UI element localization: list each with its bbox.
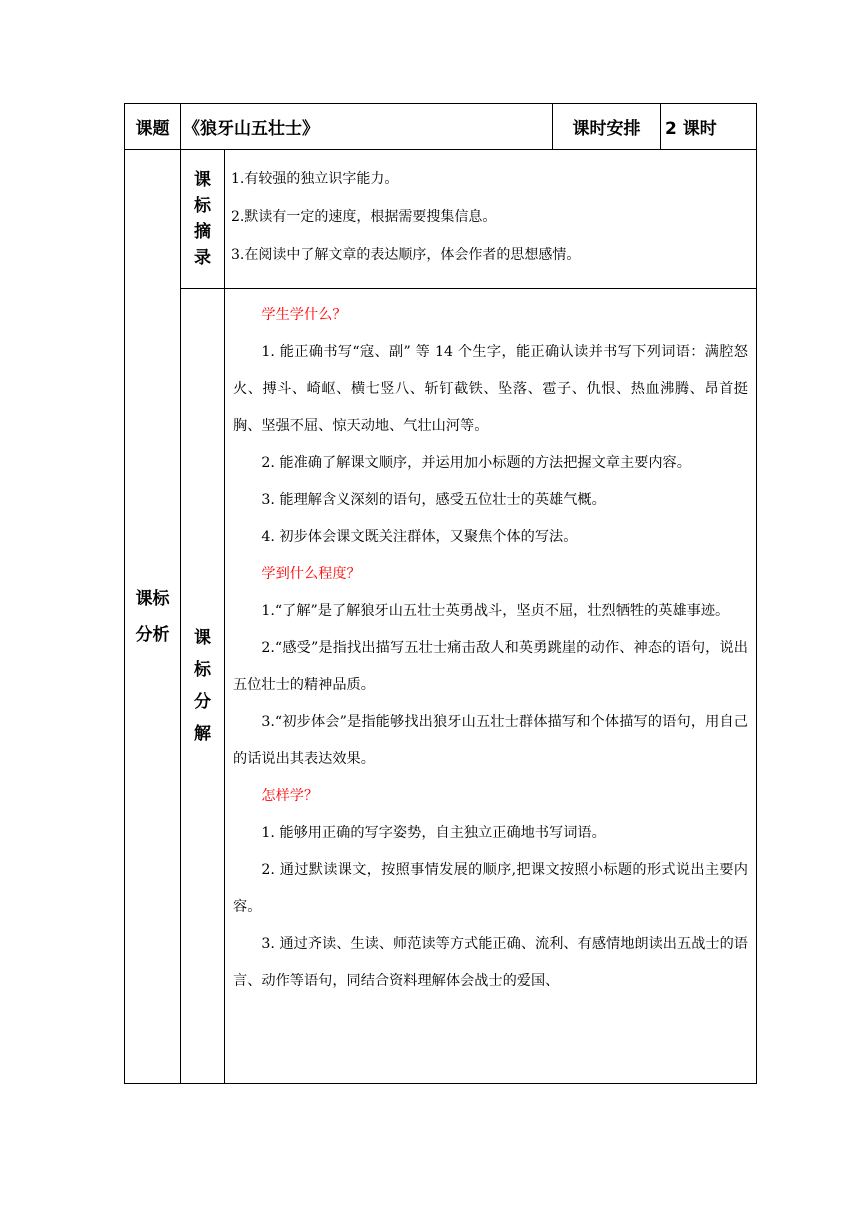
label-char: 课	[194, 170, 211, 190]
label-char: 录	[194, 248, 211, 268]
excerpt-item: 2.默读有一定的速度，根据需要搜集信息。	[231, 209, 497, 225]
excerpt-item: 3.在阅读中了解文章的表达顺序，体会作者的思想感情。	[231, 247, 581, 263]
label-char: 摘	[194, 222, 211, 242]
excerpt-row	[125, 150, 757, 289]
excerpt-content	[225, 150, 757, 289]
schedule-label: 课时安排	[553, 104, 661, 150]
analysis-paragraph: 1. 能正确书写“寇、副” 等 14 个生字，能正确认读并书写下列词语：满腔怒火、搏斗、崎岖、横七竖八、斩钉截铁、坠落、雹子、仇恨、热血沸腾、昂首挺胸、坚强不屈、惊天动地、气壮山河等。	[233, 344, 748, 434]
analysis-paragraph: 1.“了解”是了解狼牙山五壮士英勇战斗，坚贞不屈，壮烈牺牲的英雄事迹。	[261, 603, 730, 619]
section-heading: 学到什么程度？	[261, 566, 361, 582]
curriculum-analysis-label	[125, 150, 181, 1084]
side-label-line: 分析	[135, 624, 170, 645]
side-label-line: 课标	[135, 588, 170, 609]
label-char: 标	[194, 196, 211, 216]
label-char: 标	[194, 660, 211, 680]
section-heading: 怎样学？	[261, 788, 319, 804]
analysis-paragraph: 2. 能准确了解课文顺序，并运用加小标题的方法把握文章主要内容。	[261, 455, 691, 471]
analysis-content	[225, 289, 757, 1084]
excerpt-label	[181, 150, 225, 289]
lesson-title: 《狼牙山五壮士》	[181, 104, 553, 150]
analysis-paragraph: 3.“初步体会”是指能够找出狼牙山五壮士群体描写和个体描写的语句，用自己的话说出其表达效果。	[233, 714, 748, 767]
analysis-paragraph: 2.“感受”是指找出描写五壮士痛击敌人和英勇跳崖的动作、神态的语句，说出五位壮士的精神品质。	[233, 640, 748, 693]
analysis-paragraph: 4. 初步体会课文既关注群体，又聚焦个体的写法。	[261, 529, 578, 545]
analysis-paragraph: 3. 能理解含义深刻的语句，感受五位壮士的英雄气概。	[261, 492, 606, 508]
label-char: 课	[194, 628, 211, 648]
header-row	[125, 104, 757, 150]
analysis-paragraph: 2. 通过默读课文，按照事情发展的顺序,把课文按照小标题的形式说出主要内容。	[233, 862, 748, 915]
label-char: 解	[194, 724, 211, 744]
analysis-paragraphs	[233, 297, 748, 1083]
analysis-paragraph: 1. 能够用正确的写字姿势，自主独立正确地书写词语。	[261, 825, 606, 841]
excerpt-item: 1.有较强的独立识字能力。	[231, 171, 399, 187]
schedule-value: 2 课时	[661, 104, 757, 150]
section-heading: 学生学什么？	[261, 307, 347, 323]
analysis-row	[125, 289, 757, 1084]
topic-label: 课题	[125, 104, 181, 150]
lesson-plan-table	[124, 103, 757, 1084]
label-char: 分	[194, 692, 211, 712]
analysis-paragraph: 3. 通过齐读、生读、师范读等方式能正确、流利、有感情地朗读出五战士的语言、动作等语句，同结合资料理解体会战士的爱国、	[233, 936, 748, 989]
analysis-label	[181, 289, 225, 1084]
